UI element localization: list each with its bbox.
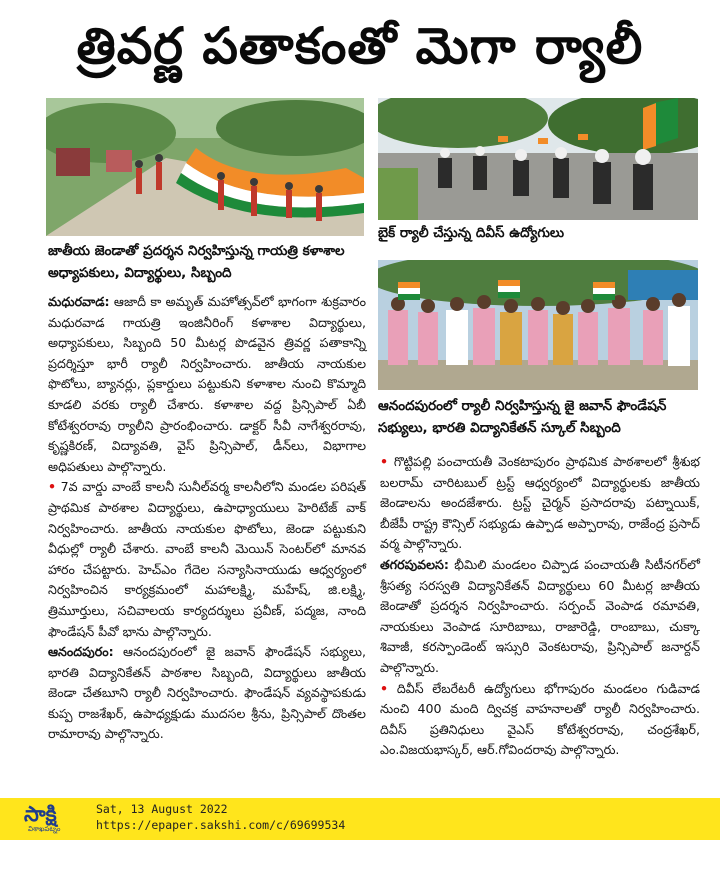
paragraph-text: 7వ వార్డు వాంబే కాలనీ సునీల్‌వర్మ కాలనీలోని మండల పరిషత్ ప్రాథమిక పాఠశాల విద్యార్థులు, ఉపాధ్యాయులు హెరిటేజ్ వాక్ నిర్వహించారు. జాతీయ నాయకుల ఫొటోలు, జెండా పట్టుకుని వీధుల్లో ర్యాలీ చేశారు. వాంబే కాలనీ మెయిన్ సెంటర్‌లో మానవ హారం చేపట్టారు. హెచ్‌ఎం గేదెల సన్యాసినాయుడు ఆధ్వర్యంలో నిర్వహించిన కార్యక్రమంలో మహాలక్ష్మి, మహేష్, జి.లక్ష్మి, త్రిమూర్తులు, సచివాలయ కార్యదర్శులు ప్రవీణ్, పద్మజ, నాంది ఫౌండేషన్ పీవో భాను పాల్గొన్నారు. bbox=[48, 479, 366, 639]
left-column-article bbox=[48, 292, 366, 745]
paragraph-divis bbox=[380, 679, 700, 761]
logo-text: సాక్షి bbox=[24, 802, 57, 826]
caption-bike-rally: బైక్ ర్యాలీ చేస్తున్న దివీస్ ఉద్యోగులు bbox=[378, 225, 565, 241]
bullet-icon: • bbox=[380, 454, 389, 469]
caption-college-rally: జాతీయ జెండాతో ప్రదర్శన నిర్వహిస్తున్న గాయత్రి కళాశాల అధ్యాపకులు, విద్యార్థులు, సిబ్బంది bbox=[48, 243, 345, 281]
bike-rally-photo bbox=[378, 98, 698, 220]
college-rally-photo bbox=[46, 98, 364, 236]
paragraph-text: ఆనందపురంలో జై జవాన్ ఫౌండేషన్ సభ్యులు, భారతి విద్యానికేతన్ పాఠశాల సిబ్బంది, విద్యార్థులు జాతీయ జెండా చేతబూని ర్యాలీ నిర్వహించారు. ఫౌండేషన్ వ్యవస్థాపకుడు కుప్ప రాజశేఖర్, ఉపాధ్యక్షుడు ముదసల శ్రీను, ప్రిన్సిపాల్ దొంతల రామారావు పాల్గొన్నారు. bbox=[48, 644, 366, 742]
paragraph-text: గొట్టిపల్లి పంచాయతీ వెంకటాపురం ప్రాథమిక పాఠశాలలో శ్రీశుభ బలరామ్ చారిటబుల్ ట్రస్ట్ ఆధ్వర్యంలో విద్యార్థులకు జాతీయ జెండాలను అందజేశారు. ట్రస్ట్ చైర్మన్ ప్రసాదరావు పట్నాయిక్, బీజేపీ రాష్ట్ర కౌన్సిల్ సభ్యుడు ఉప్పాడ అప్పారావు, రాజేంద్ర ప్రసాద్ వర్మ పాల్గొన్నారు. bbox=[380, 454, 700, 552]
sakshi-logo bbox=[24, 802, 90, 836]
right-column-article bbox=[380, 452, 700, 761]
epaper-link[interactable]: https://epaper.sakshi.com/c/69699534 bbox=[96, 818, 346, 832]
paragraph-vambay-colony bbox=[48, 477, 366, 642]
paragraph-anandapuram bbox=[48, 642, 366, 745]
paragraph-gottipalli bbox=[380, 452, 700, 555]
foundation-rally-photo bbox=[378, 260, 698, 390]
dateline-madhurawada: మధురవాడ: bbox=[48, 294, 110, 309]
epaper-footer bbox=[0, 798, 720, 840]
paragraph-tagarapuvalasa bbox=[380, 555, 700, 679]
dateline-anandapuram: ఆనందపురం: bbox=[48, 644, 114, 660]
logo-subtext: విశాఖపట్నం bbox=[28, 825, 61, 833]
bullet-icon: • bbox=[380, 680, 389, 696]
paragraph-text: ఆజాదీ కా అమృత్ మహోత్సవ్‌లో భాగంగా శుక్రవారం మధురవాడ గాయత్రి ఇంజినీరింగ్ కళాశాల విద్యార్థులు, అధ్యాపకులు, సిబ్బంది 50 మీటర్ల పొడవైన త్రివర్ణ పతాకాన్ని ప్రదర్శిస్తూ భారీ ర్యాలీ నిర్వహించారు. జాతీయ నాయకుల ఫొటోలు, బ్యానర్లు, ప్లకార్డులు పట్టుకుని కళాశాల నుంచి కొమ్మాది కూడలి వరకు ర్యాలీ చేశారు. కళాశాల వద్ద ప్రిన్సిపాల్ ఏబీ కోటేశ్వరరావు ర్యాలీని ప్రారంభించారు. డాక్టర్ సీవీ నాగేశ్వరరావు, కృష్ణకిరణ్, విద్యావతి, వైస్ ప్రిన్సిపాల్, డీన్‌లు, విభాగాల అధిపతులు పాల్గొన్నారు. bbox=[48, 294, 366, 474]
bullet-icon: • bbox=[48, 479, 57, 495]
paragraph-text: దివీస్ లేబరేటరీ ఉద్యోగులు భోగాపురం మండలం గుడివాడ నుంచి 400 మంది ద్విచక్ర వాహనాలతో ర్యాలీ నిర్వహించారు. దివీస్ ప్రతినిధులు వైఎస్ కోటేశ్వరరావు, చంద్రశేఖర్, ఎం.విజయభాస్కర్, ఆర్.గోవిందరావు పాల్గొన్నారు. bbox=[380, 680, 700, 758]
edition-date: Sat, 13 August 2022 bbox=[96, 802, 228, 816]
paragraph-madhurawada bbox=[48, 292, 366, 477]
paragraph-text: భీమిలి మండలం చిప్పాడ పంచాయతీ సిటీనగర్‌లో శ్రీసత్య సరస్వతి విద్యానికేతన్ విద్యార్థులు 60 మీటర్ల జాతీయ జెండాతో ప్రదర్శన నిర్వహించారు. సర్పంచ్ వెంపాడ రమావతి, నాయకులు వెంపాడ సూరిబాబు, రాజారెడ్డి, రాంబాబు, చుక్కా శివాజీ, కరస్పాండెంట్ ఇస్సురి వెంకటరావు, ప్రిన్సిపాల్ జనార్దన్ పాల్గొన్నారు. bbox=[380, 556, 700, 675]
headline: త్రివర్ణ పతాకంతో మెగా ర్యాలీ bbox=[76, 17, 644, 75]
caption-foundation-rally: ఆనందపురంలో ర్యాలీ నిర్వహిస్తున్న జై జవాన్ ఫౌండేషన్ సభ్యులు, భారతి విద్యానికేతన్ స్కూల్ సిబ్బంది bbox=[378, 398, 667, 436]
dateline-tagarapuvalasa: తగరపువలస: bbox=[380, 556, 449, 572]
